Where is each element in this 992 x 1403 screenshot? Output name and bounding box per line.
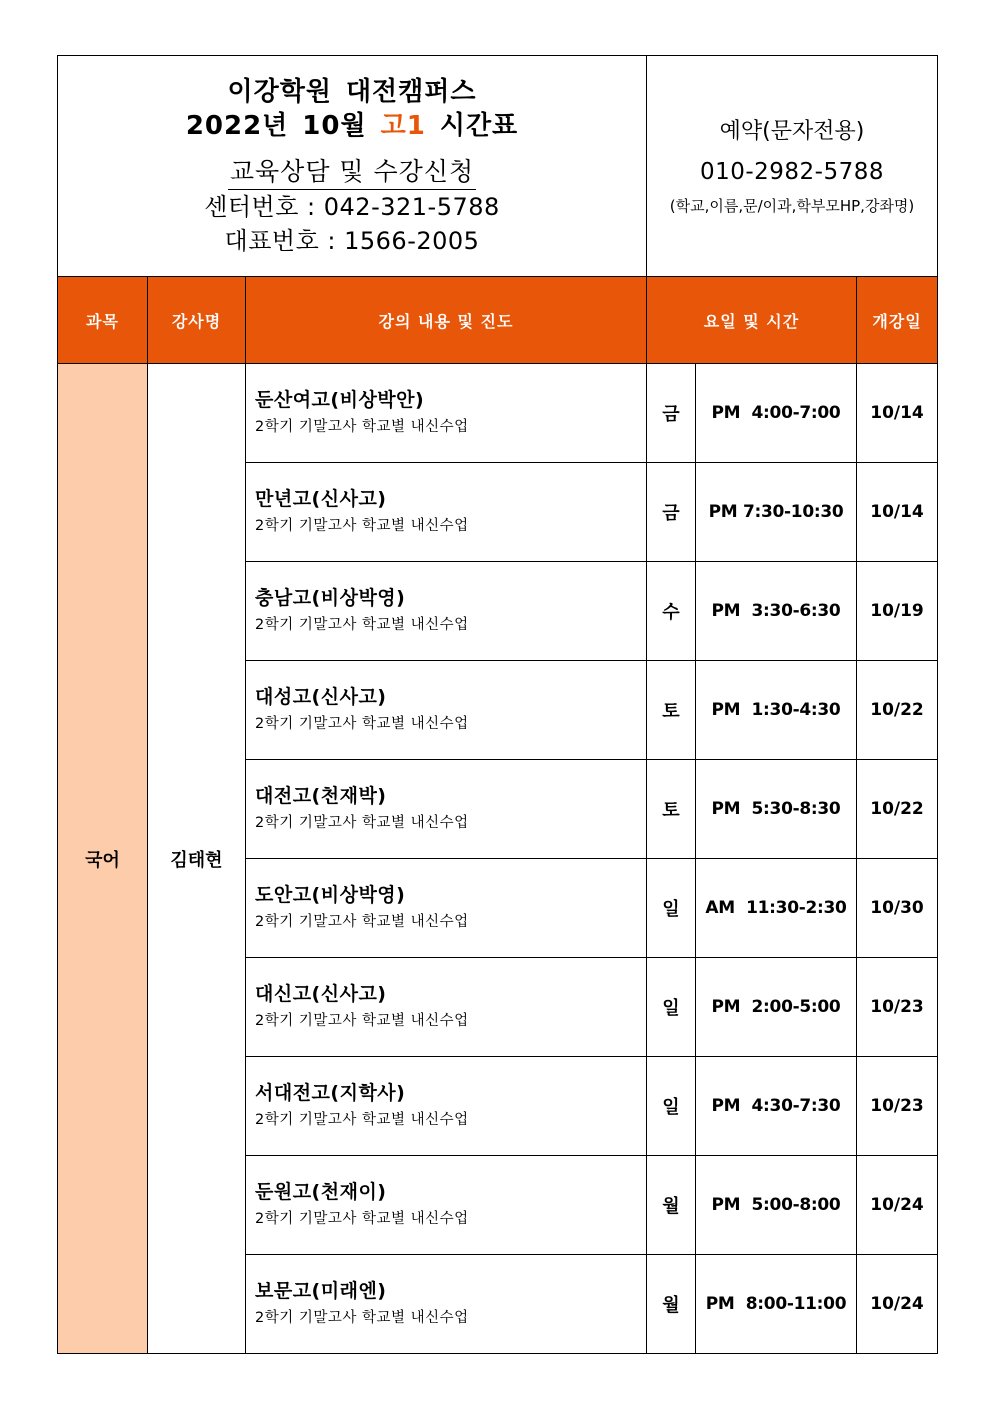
month: 10월 xyxy=(302,110,367,141)
course-content xyxy=(246,661,647,760)
consult-label: 교육상담 및 수강신청 xyxy=(228,155,476,190)
course-desc: 2학기 기말고사 학교별 내신수업 xyxy=(255,617,469,633)
col-schedule: 요일 및 시간 xyxy=(647,277,857,364)
school-name: 둔산여고(비상박안) xyxy=(255,389,425,411)
col-subject: 과목 xyxy=(58,277,148,364)
course-start: 10/23 xyxy=(857,958,938,1057)
course-time: PM 4:00-7:00 xyxy=(696,364,857,463)
course-content xyxy=(246,859,647,958)
course-day: 일 xyxy=(647,1057,696,1156)
column-header-row xyxy=(58,277,938,364)
teacher-cell: 김태현 xyxy=(148,364,246,1354)
course-start: 10/24 xyxy=(857,1156,938,1255)
course-desc: 2학기 기말고사 학교별 내신수업 xyxy=(255,1112,469,1128)
school-name: 충남고(비상박영) xyxy=(255,587,406,609)
course-day: 토 xyxy=(647,760,696,859)
course-content xyxy=(246,1255,647,1354)
course-desc: 2학기 기말고사 학교별 내신수업 xyxy=(255,716,469,732)
title-block xyxy=(58,56,647,277)
reserve-phone: 010-2982-5788 xyxy=(699,159,885,185)
subject-cell: 국어 xyxy=(58,364,148,1354)
timetable xyxy=(57,55,938,1354)
course-desc: 2학기 기말고사 학교별 내신수업 xyxy=(255,419,469,435)
course-start: 10/24 xyxy=(857,1255,938,1354)
course-start: 10/22 xyxy=(857,661,938,760)
course-day: 토 xyxy=(647,661,696,760)
title-row xyxy=(58,56,938,277)
center-phone: 센터번호 : 042-321-5788 xyxy=(204,192,500,221)
course-day: 월 xyxy=(647,1255,696,1354)
course-time: PM 7:30-10:30 xyxy=(696,463,857,562)
course-day: 수 xyxy=(647,562,696,661)
col-start: 개강일 xyxy=(857,277,938,364)
table-row xyxy=(58,364,938,463)
school-name: 대성고(신사고) xyxy=(255,686,387,708)
school-name: 도안고(비상박영) xyxy=(255,884,406,906)
course-content xyxy=(246,463,647,562)
course-time: AM 11:30-2:30 xyxy=(696,859,857,958)
school-name: 둔원고(천재이) xyxy=(255,1181,387,1203)
course-content xyxy=(246,1057,647,1156)
year: 2022년 xyxy=(185,110,289,141)
course-time: PM 8:00-11:00 xyxy=(696,1255,857,1354)
grade: 고1 xyxy=(380,110,426,141)
reservation-block xyxy=(647,56,938,277)
course-start: 10/14 xyxy=(857,364,938,463)
school-name: 대신고(신사고) xyxy=(255,983,387,1005)
course-time: PM 5:00-8:00 xyxy=(696,1156,857,1255)
course-start: 10/30 xyxy=(857,859,938,958)
course-day: 월 xyxy=(647,1156,696,1255)
course-day: 금 xyxy=(647,463,696,562)
course-start: 10/14 xyxy=(857,463,938,562)
course-day: 금 xyxy=(647,364,696,463)
school-name: 대전고(천재박) xyxy=(255,785,387,807)
reserve-label: 예약(문자전용) xyxy=(719,119,865,144)
school-name: 만년고(신사고) xyxy=(255,488,387,510)
course-time: PM 2:00-5:00 xyxy=(696,958,857,1057)
course-day: 일 xyxy=(647,958,696,1057)
campus-name: 대전캠퍼스 xyxy=(345,76,477,107)
course-content xyxy=(246,562,647,661)
course-desc: 2학기 기말고사 학교별 내신수업 xyxy=(255,518,469,534)
course-time: PM 3:30-6:30 xyxy=(696,562,857,661)
course-start: 10/23 xyxy=(857,1057,938,1156)
course-time: PM 1:30-4:30 xyxy=(696,661,857,760)
course-content xyxy=(246,958,647,1057)
course-content xyxy=(246,364,647,463)
reserve-note: (학교,이름,문/이과,학부모HP,강좌명) xyxy=(669,197,915,215)
course-content xyxy=(246,760,647,859)
course-time: PM 4:30-7:30 xyxy=(696,1057,857,1156)
course-content xyxy=(246,1156,647,1255)
title-line-2 xyxy=(58,109,646,143)
academy-name: 이강학원 xyxy=(227,76,332,107)
course-desc: 2학기 기말고사 학교별 내신수업 xyxy=(255,1211,469,1227)
course-desc: 2학기 기말고사 학교별 내신수업 xyxy=(255,1013,469,1029)
school-name: 보문고(미래엔) xyxy=(255,1280,387,1302)
course-start: 10/19 xyxy=(857,562,938,661)
course-desc: 2학기 기말고사 학교별 내신수업 xyxy=(255,914,469,930)
title-line-1 xyxy=(58,75,646,109)
col-content: 강의 내용 및 진도 xyxy=(246,277,647,364)
course-desc: 2학기 기말고사 학교별 내신수업 xyxy=(255,1310,469,1326)
schedule-label: 시간표 xyxy=(439,110,519,141)
col-teacher: 강사명 xyxy=(148,277,246,364)
course-start: 10/22 xyxy=(857,760,938,859)
course-day: 일 xyxy=(647,859,696,958)
course-time: PM 5:30-8:30 xyxy=(696,760,857,859)
school-name: 서대전고(지학사) xyxy=(255,1082,406,1104)
main-phone: 대표번호 : 1566-2005 xyxy=(224,226,480,255)
course-desc: 2학기 기말고사 학교별 내신수업 xyxy=(255,815,469,831)
